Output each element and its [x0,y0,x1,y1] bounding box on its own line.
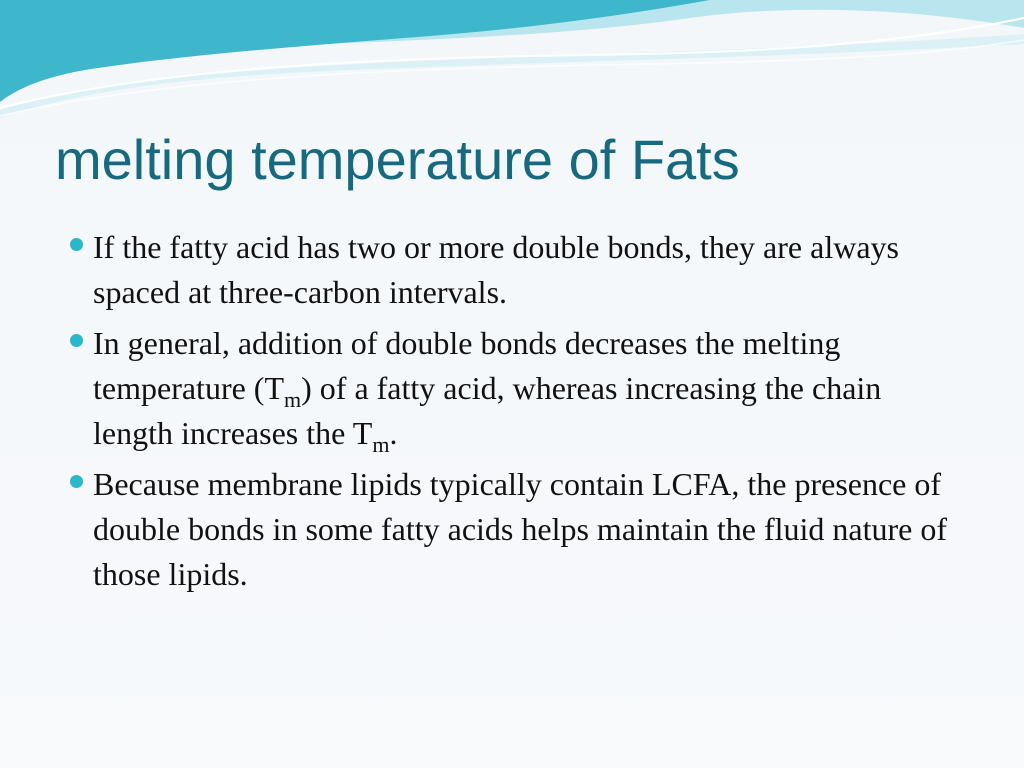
bullet-text: If the fatty acid has two or more double bonds, they are always spaced at three-carbon intervals. [93,229,899,310]
bullet-text-part: . [389,415,398,451]
bullet-icon [70,334,83,347]
bullet-list [60,225,960,603]
bullet-text: Because membrane lipids typically contain LCFA, the presence of double bonds in some fatty acids helps maintain the fluid nature of those lipids. [93,466,948,592]
wave-decoration [0,0,1024,120]
subscript-text: m [372,432,390,457]
bullet-icon [70,475,83,488]
bullet-item-3 [60,462,960,597]
bullet-text-part: ) of a fatty acid, whereas increasing the chain length increases the T [93,370,882,451]
bullet-item-1 [60,225,960,315]
bullet-text-part: In general, addition of double bonds decreases the melting temperature (T [93,325,841,406]
slide-title: melting temperature of Fats [55,128,740,191]
subscript-text: m [284,387,302,412]
bullet-item-2 [60,321,960,456]
bullet-icon [70,238,83,251]
